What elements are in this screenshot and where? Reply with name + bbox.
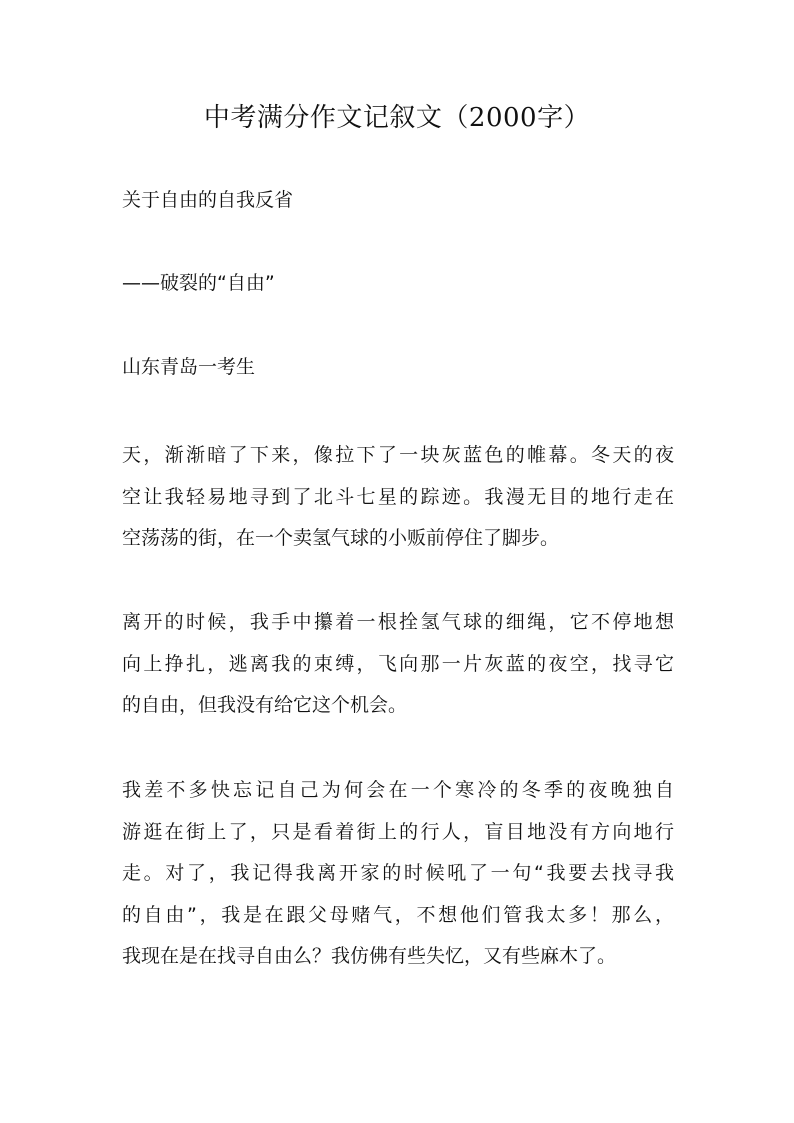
- paragraph-line: 的自由”，我是在跟父母赌气，不想他们管我太多！那么，: [122, 903, 674, 926]
- paragraph-line: 空让我轻易地寻到了北斗七星的踪迹。我漫无目的地行走在: [122, 485, 674, 508]
- essay-subtitle: 关于自由的自我反省: [122, 189, 294, 211]
- paragraph-3: [122, 770, 674, 978]
- paragraph-line: 离开的时候，我手中攥着一根拴氢气球的细绳，它不停地想: [122, 611, 674, 633]
- document-title: 中考满分作文记叙文（2000字）: [203, 103, 591, 133]
- paragraph-line: 走。对了，我记得我离开家的时候吼了一句“我要去找寻我: [122, 862, 674, 884]
- paragraph-line: 空荡荡的街，在一个卖氢气球的小贩前停住了脚步。: [122, 527, 560, 549]
- paragraph-line: 我差不多快忘记自己为何会在一个寒冷的冬季的夜晚独自: [122, 779, 674, 801]
- paragraph-line: 向上挣扎，逃离我的束缚，飞向那一片灰蓝的夜空，找寻它: [122, 652, 674, 675]
- paragraph-line: 天，渐渐暗了下来，像拉下了一块灰蓝色的帷幕。冬天的夜: [122, 444, 674, 466]
- author-line: 山东青岛一考生: [122, 356, 256, 378]
- paragraph-line: 我现在是在找寻自由么？我仿佛有些失忆，又有些麻木了。: [122, 945, 617, 967]
- paragraph-2: [122, 602, 674, 727]
- paragraph-1: [122, 435, 674, 560]
- paragraph-line: 的自由，但我没有给它这个机会。: [122, 694, 408, 716]
- paragraph-line: 游逛在街上了，只是看着街上的行人，盲目地没有方向地行: [122, 820, 674, 843]
- essay-subheading: ——破裂的“自由”: [122, 272, 275, 294]
